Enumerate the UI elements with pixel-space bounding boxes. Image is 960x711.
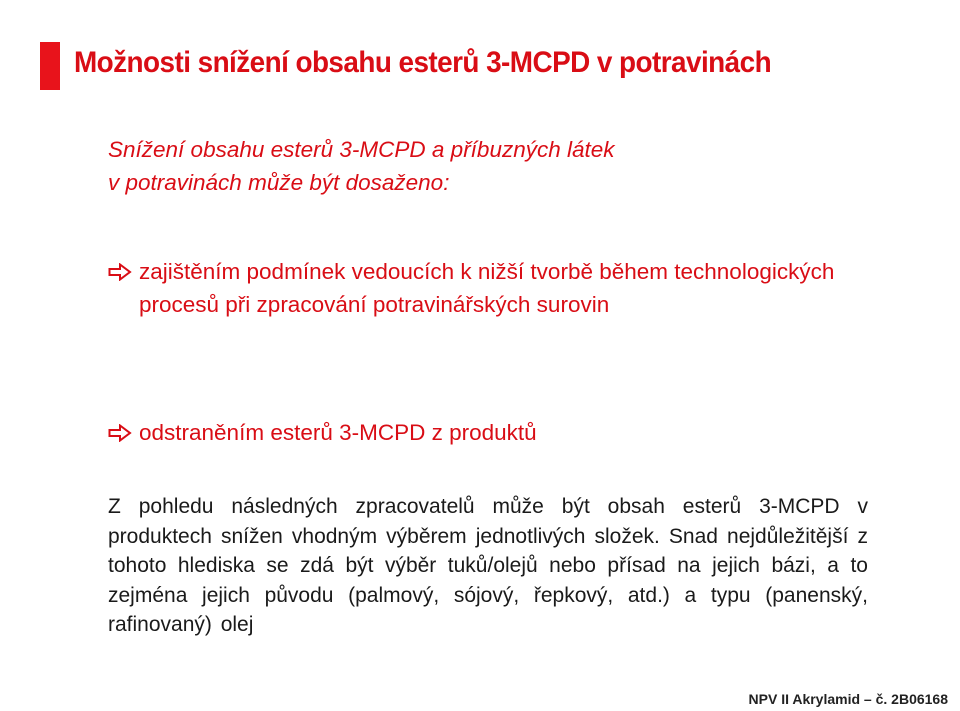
subtitle-line-1: Snížení obsahu esterů 3-MCPD a příbuzných látek	[108, 137, 615, 162]
bullet-text: zajištěním podmínek vedoucích k nižší tvorbě během technologických procesů při zpracování potravinářských surovin	[139, 259, 835, 317]
bullet-item	[108, 416, 839, 449]
footer-project-label: NPV II Akrylamid – č. 2B06168	[748, 691, 948, 707]
subtitle-line-2: v potravinách může být dosaženo:	[108, 170, 450, 195]
body-paragraph: Z pohledu následných zpracovatelů může být obsah esterů 3-MCPD v produktech snížen vhodným výběrem jednotlivých složek. Snad nejdůležitější z tohoto hlediska se zdá být výběr tuků/olejů nebo přísad na jejich bázi, a to zejména jejich původu (palmový, sójový, řepkový, atd.) a typu (panenský, rafinovaný) olej	[108, 495, 868, 636]
title-accent-bar	[40, 42, 60, 90]
slide-title: Možnosti snížení obsahu esterů 3-MCPD v potravinách	[74, 46, 772, 79]
bullet-text: odstraněním esterů 3-MCPD z produktů	[139, 420, 537, 445]
hollow-right-arrow-icon	[108, 255, 134, 288]
hollow-right-arrow-icon	[108, 416, 134, 449]
bullet-item	[108, 255, 839, 321]
subtitle	[108, 133, 615, 199]
